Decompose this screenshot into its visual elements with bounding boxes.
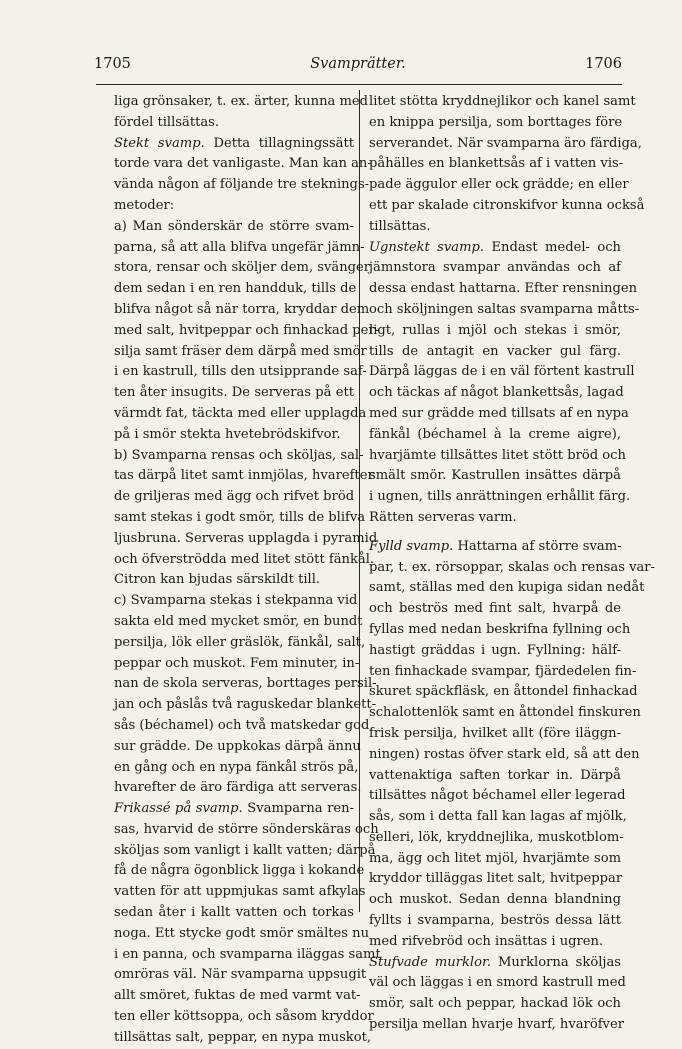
text-line — [114, 633, 366, 654]
line-text: med rifvebröd och insättas i ugren. — [369, 933, 604, 949]
line-text: persilja, lök eller gräslök, fänkål, salt, — [114, 634, 366, 650]
line-text: en gång och en nypa fänkål strös på, — [114, 759, 359, 775]
text-line — [114, 383, 354, 404]
line-text: ningen) rostas öfver stark eld, så att den — [369, 746, 640, 762]
line-text: kryddor tilläggas litet salt, hvitpeppar — [369, 871, 623, 887]
line-text: i en panna, och svamparna iläggas samt — [114, 946, 381, 962]
line-text: hvarefter de äro färdiga att serveras. — [114, 780, 362, 796]
line-text: med salt, hvitpeppar och finhackad per- — [114, 322, 380, 338]
text-line — [114, 300, 370, 321]
text-line — [369, 869, 621, 890]
line-text: silja samt fräser dem därpå med smör — [114, 343, 367, 359]
right-page-number: 1706 — [585, 56, 622, 72]
line-text: sur grädde. De uppkokas därpå ännu — [114, 738, 361, 754]
line-text: och beströs med fint salt, hvarpå de — [369, 601, 621, 617]
line-text: tas därpå litet samt inmjölas, hvarefter — [114, 468, 374, 484]
line-text: sakta eld med mycket smör, en bundt — [114, 613, 363, 629]
line-text: c) Svamparna stekas i stekpanna vid — [114, 593, 358, 609]
text-line — [114, 258, 371, 279]
text-line — [114, 986, 361, 1007]
line-text: ten åter insugits. De serveras på ett — [114, 385, 354, 401]
line-text: dessa endast hattarna. Efter rensningen — [369, 281, 638, 297]
text-line — [114, 737, 361, 758]
line-text: pade äggulor eller ock grädde; en eller — [369, 177, 629, 193]
text-line — [369, 890, 621, 911]
text-line — [369, 362, 635, 383]
text-line — [369, 134, 642, 155]
line-text: liga grönsaker, t. ex. ärter, kunna med — [114, 94, 369, 109]
text-line — [114, 945, 381, 966]
text-line — [114, 279, 357, 300]
recipe-heading: Frikassé på svamp. — [114, 801, 243, 817]
line-text: ett par skalade citronskifvor kunna också — [369, 197, 645, 213]
line-text: ten finhackade svampar, fjärdedelen fin- — [369, 663, 637, 679]
text-line — [369, 745, 640, 766]
text-line — [369, 558, 655, 579]
line-text: sas, hvarvid de större sönderskäras och — [114, 821, 379, 837]
text-line — [114, 321, 380, 342]
text-line — [114, 820, 379, 841]
text-line — [114, 134, 354, 155]
text-line — [114, 841, 376, 862]
text-line — [114, 175, 370, 196]
line-text: sköljas som vanligt i kallt vatten; därpå — [114, 842, 376, 858]
text-line — [369, 953, 621, 974]
line-text: smält smör. Kastrullen insättes därpå — [369, 468, 621, 484]
line-text: parna, så att alla blifva ungefär jämn- — [114, 239, 365, 255]
line-text: Detta tillagningssätt — [204, 135, 354, 151]
text-line — [369, 620, 631, 641]
line-text: selleri, lök, kryddnejlika, muskotblom- — [369, 829, 624, 845]
line-text: samt stekas i godt smör, tills de blifva — [114, 509, 366, 525]
running-title: Svamprätter. — [310, 56, 406, 72]
text-line — [369, 1015, 624, 1036]
text-line — [369, 786, 626, 807]
text-line — [114, 508, 366, 529]
line-text: med sur grädde med tillsats af en nypa — [369, 405, 629, 421]
text-line — [114, 342, 367, 363]
line-text: vatten för att uppmjukas samt afkylas — [114, 884, 366, 900]
text-line — [369, 300, 640, 321]
line-text: jämnstora svampar användas och af — [369, 260, 621, 276]
line-text: par, t. ex. rörsoppar, skalas och rensas var- — [369, 559, 655, 575]
line-text: omröras väl. När svamparna uppsugit — [114, 967, 367, 983]
right-column — [369, 92, 655, 1036]
text-line — [114, 425, 354, 446]
text-line — [114, 591, 358, 612]
text-line — [369, 599, 621, 620]
line-text: få de några ögonblick ligga i kokande — [114, 863, 365, 879]
text-line — [369, 342, 621, 363]
line-text: metoder: — [114, 197, 175, 213]
line-text: allt smöret, fuktas de med varmt vat- — [114, 988, 361, 1004]
text-line — [369, 641, 621, 662]
text-line — [114, 716, 374, 737]
line-text: Därpå läggas de i en väl förtent kastrull — [369, 364, 635, 380]
text-line — [369, 537, 621, 558]
line-text: ten eller köttsoppa, och såsom kryddor — [114, 1009, 374, 1025]
line-text: fänkål (béchamel à la creme aigre), — [369, 426, 621, 442]
line-text: serverandet. När svamparna äro färdiga, — [369, 135, 642, 151]
line-text: fyllas med nedan beskrifna fyllning och — [369, 621, 631, 637]
text-line — [114, 903, 354, 924]
line-text: fyllts i svamparna, beströs dessa lätt — [369, 913, 621, 929]
text-line — [369, 911, 621, 932]
line-text: samt, ställas med den kupiga sidan nedåt — [369, 580, 645, 596]
text-line — [114, 92, 369, 113]
text-line — [369, 828, 624, 849]
text-line — [369, 703, 641, 724]
text-line — [369, 258, 621, 279]
text-line — [369, 849, 621, 870]
text-line — [369, 662, 637, 683]
text-line — [369, 578, 645, 599]
line-text: på i smör stekta hvetebrödskifvor. — [114, 426, 341, 442]
line-text: smör, salt och peppar, hackad lök och — [369, 996, 621, 1012]
text-line — [114, 113, 354, 134]
text-line — [114, 466, 374, 487]
text-line — [114, 570, 354, 591]
text-line — [114, 446, 364, 467]
line-text: ljusbruna. Serveras upplagda i pyramid — [114, 530, 378, 546]
text-line — [114, 612, 363, 633]
line-text: värmdt fat, täckta med eller upplagda — [114, 405, 367, 421]
text-line — [369, 682, 638, 703]
line-text: Endast medel- och — [484, 239, 621, 255]
line-text: i ugnen, tills anrättningen erhållit färg. — [369, 489, 631, 505]
text-line — [369, 321, 621, 342]
page-header — [94, 56, 622, 80]
line-text: sås (béchamel) och två matskedar god, — [114, 717, 374, 733]
line-text: a) Man sönderskär de större svam- — [114, 218, 354, 234]
recipe-heading: Stekt svamp. — [114, 135, 205, 151]
text-line — [114, 965, 367, 986]
line-text: tillsättas. — [369, 218, 431, 234]
header-rule — [96, 84, 622, 85]
line-text: tillsättas salt, peppar, en nypa muskot, — [114, 1029, 372, 1045]
line-text: persilja mellan hvarje hvarf, hvaröfver — [369, 1017, 624, 1033]
line-text: skuret späckfläsk, en åttondel finhackad — [369, 684, 638, 700]
text-line — [114, 487, 354, 508]
text-line — [369, 508, 621, 529]
line-text: sedan åter i kallt vatten och torkas — [114, 905, 354, 921]
text-line — [114, 550, 375, 571]
line-text: Hattarna af större svam- — [453, 538, 622, 554]
line-text: fördel tillsättas. — [114, 114, 220, 130]
line-text: peppar och muskot. Fem minuter, in- — [114, 655, 360, 671]
text-line — [114, 654, 360, 675]
line-text: torde vara det vanligaste. Man kan an- — [114, 156, 372, 172]
text-line — [114, 1028, 372, 1049]
line-text: sås, som i detta fall kan lagas af mjölk, — [369, 809, 627, 825]
line-text: de griljeras med ägg och rifvet bröd — [114, 489, 355, 505]
text-line — [369, 766, 621, 787]
line-text: ma, ägg och litet mjöl, hvarjämte som — [369, 850, 621, 866]
text-line — [369, 92, 636, 113]
line-text: jan och påslås två raguskedar blankett- — [114, 697, 377, 713]
line-text: vända någon af följande tre steknings- — [114, 177, 370, 193]
text-line — [369, 113, 621, 134]
line-text: Rätten serveras varm. — [369, 509, 517, 525]
line-text: ligt, rullas i mjöl och stekas i smör, — [369, 322, 621, 338]
text-line — [114, 861, 365, 882]
line-text: en knippa persilja, som borttages före — [369, 114, 623, 130]
text-line — [114, 238, 365, 259]
text-line — [369, 154, 624, 175]
text-line — [369, 807, 627, 828]
line-text: b) Svamparna rensas och sköljas, sal- — [114, 447, 364, 463]
line-text: Citron kan bjudas särskildt till. — [114, 572, 321, 588]
text-line — [369, 994, 621, 1015]
text-line — [369, 466, 621, 487]
line-text: Svamparna ren- — [242, 801, 355, 817]
line-text: påhälles en blankettsås af i vatten vis- — [369, 156, 624, 172]
text-line — [114, 758, 359, 779]
text-line — [369, 446, 626, 467]
text-line — [369, 973, 626, 994]
line-text: Murklorna sköljas — [490, 954, 621, 970]
line-text: hastigt gräddas i ugn. Fyllning: hälf- — [369, 642, 621, 658]
text-line — [369, 383, 624, 404]
text-line — [114, 924, 370, 945]
text-line — [114, 674, 377, 695]
text-line — [114, 196, 354, 217]
text-line — [114, 404, 367, 425]
line-text: blifva något så när torra, kryddar dem — [114, 301, 370, 317]
left-column — [114, 92, 381, 1049]
line-text: dem sedan i en ren handduk, tills de — [114, 281, 357, 297]
line-text: stora, rensar och sköljer dem, svänger — [114, 260, 371, 276]
text-line — [369, 238, 621, 259]
text-line — [114, 529, 378, 550]
text-line — [369, 487, 631, 508]
line-text: frisk persilja, hvilket allt (före iläggn- — [369, 725, 621, 741]
line-text: nan de skola serveras, borttages persil- — [114, 676, 377, 692]
line-text: hvarjämte tillsättes litet stött bröd och — [369, 447, 626, 463]
line-text: och täckas af något blankettsås, lagad — [369, 385, 624, 401]
line-text: schalottenlök samt en åttondel finskuren — [369, 705, 641, 721]
text-line — [369, 196, 645, 217]
line-text: litet stötta kryddnejlikor och kanel samt — [369, 94, 636, 109]
line-text: tillsättes något béchamel eller legerad — [369, 788, 626, 804]
text-line — [369, 724, 621, 745]
text-line — [114, 217, 354, 238]
recipe-heading: Fylld svamp. — [369, 538, 454, 554]
left-page-number: 1705 — [94, 56, 131, 72]
text-line — [114, 1007, 374, 1028]
line-text: och öfverströdda med litet stött fänkål. — [114, 551, 375, 567]
line-text: och sköljningen saltas svamparna måtts- — [369, 301, 640, 317]
text-line — [369, 932, 621, 953]
text-line — [114, 695, 377, 716]
text-line — [369, 217, 621, 238]
line-text: i en kastrull, tills den utsipprande saf- — [114, 364, 367, 380]
text-line — [369, 404, 629, 425]
line-text: och muskot. Sedan denna blandning — [369, 892, 621, 908]
recipe-heading: Ugnstekt svamp. — [369, 239, 485, 255]
line-text: vattenaktiga saften torkar in. Därpå — [369, 767, 621, 783]
line-text: väl och läggas i en smord kastrull med — [369, 975, 626, 991]
text-line — [114, 362, 367, 383]
text-line — [114, 778, 362, 799]
recipe-heading: Stufvade murklor. — [369, 954, 491, 970]
text-line — [369, 175, 629, 196]
line-text: tills de antagit en vacker gul färg. — [369, 343, 621, 359]
text-line — [114, 882, 366, 903]
text-line — [369, 279, 638, 300]
text-line — [114, 154, 372, 175]
text-line — [369, 425, 621, 446]
text-line — [114, 799, 354, 820]
line-text: noga. Ett stycke godt smör smältes nu — [114, 925, 370, 941]
